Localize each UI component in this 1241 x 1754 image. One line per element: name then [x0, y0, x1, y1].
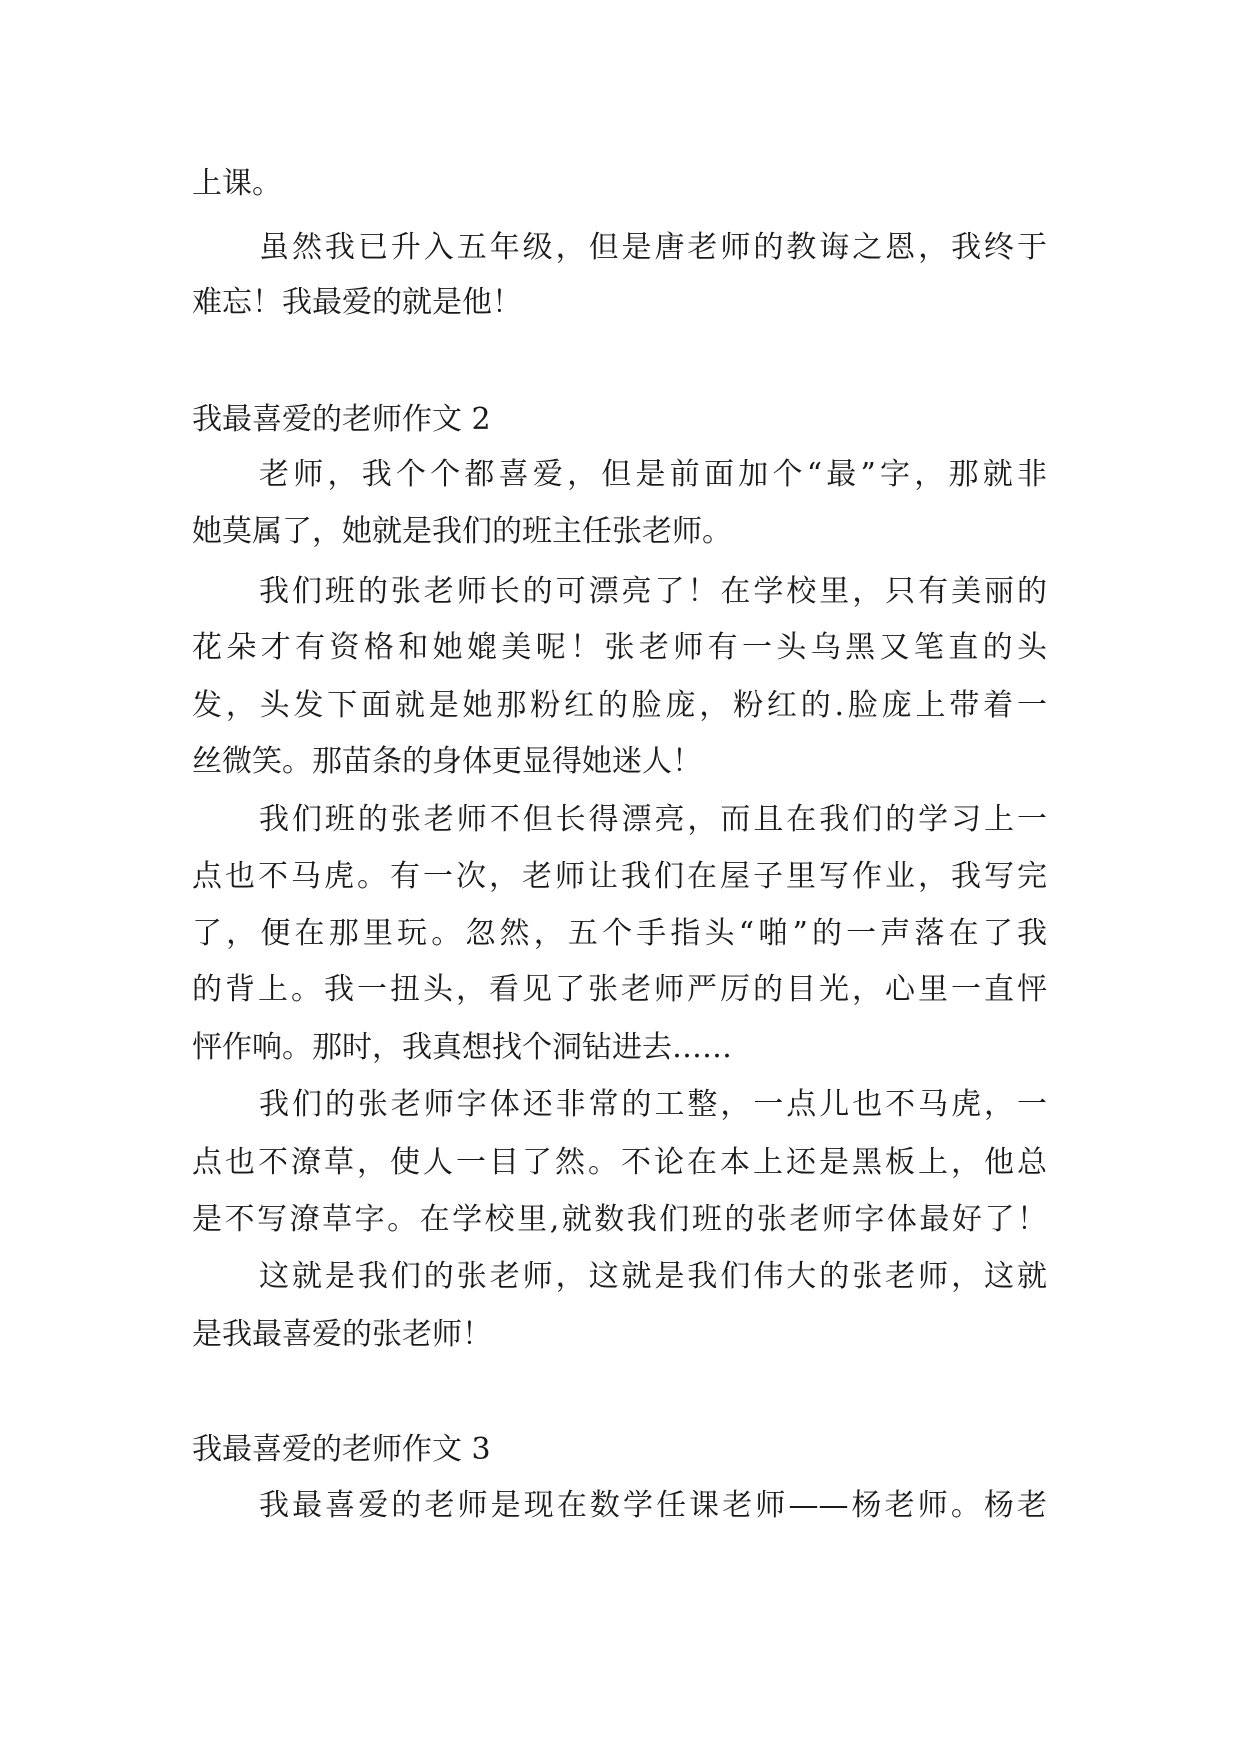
text-line: 我们的张老师字体还非常的工整，一点儿也不马虎，一: [259, 1087, 1047, 1122]
text-line: 怦作响。那时，我真想找个洞钻进去……: [192, 1030, 732, 1065]
section-heading: 我最喜爱的老师作文 3: [192, 1432, 491, 1467]
text-line: 了，便在那里玩。忽然，五个手指头“啪”的一声落在了我: [192, 916, 1047, 951]
text-line: 是我最喜爱的张老师！: [192, 1317, 492, 1352]
text-line: 上课。: [192, 166, 282, 201]
text-line: 是不写潦草字。在学校里,就数我们班的张老师字体最好了！: [192, 1202, 1047, 1237]
text-line: 虽然我已升入五年级，但是唐老师的教诲之恩，我终于: [259, 230, 1047, 265]
text-line: 我们班的张老师长的可漂亮了！在学校里，只有美丽的: [259, 574, 1047, 609]
text-line: 这就是我们的张老师，这就是我们伟大的张老师，这就: [259, 1259, 1047, 1294]
text-line: 点也不马虎。有一次，老师让我们在屋子里写作业，我写完: [192, 859, 1047, 894]
text-line: 老师，我个个都喜爱，但是前面加个“最”字，那就非: [259, 457, 1047, 492]
section-heading: 我最喜爱的老师作文 2: [192, 402, 491, 437]
text-line: 我们班的张老师不但长得漂亮，而且在我们的学习上一: [259, 802, 1047, 837]
text-line: 我最喜爱的老师是现在数学任课老师——杨老师。杨老: [259, 1488, 1047, 1523]
text-line: 发，头发下面就是她那粉红的脸庞，粉红的.脸庞上带着一: [192, 688, 1047, 723]
text-line: 难忘！我最爱的就是他！: [192, 285, 522, 320]
text-line: 的背上。我一扭头，看见了张老师严厉的目光，心里一直怦: [192, 972, 1047, 1007]
text-line: 她莫属了，她就是我们的班主任张老师。: [192, 514, 732, 549]
text-line: 丝微笑。那苗条的身体更显得她迷人！: [192, 744, 702, 779]
text-line: 点也不潦草，使人一目了然。不论在本上还是黑板上，他总: [192, 1145, 1047, 1180]
text-line: 花朵才有资格和她媲美呢！张老师有一头乌黑又笔直的头: [192, 630, 1047, 665]
